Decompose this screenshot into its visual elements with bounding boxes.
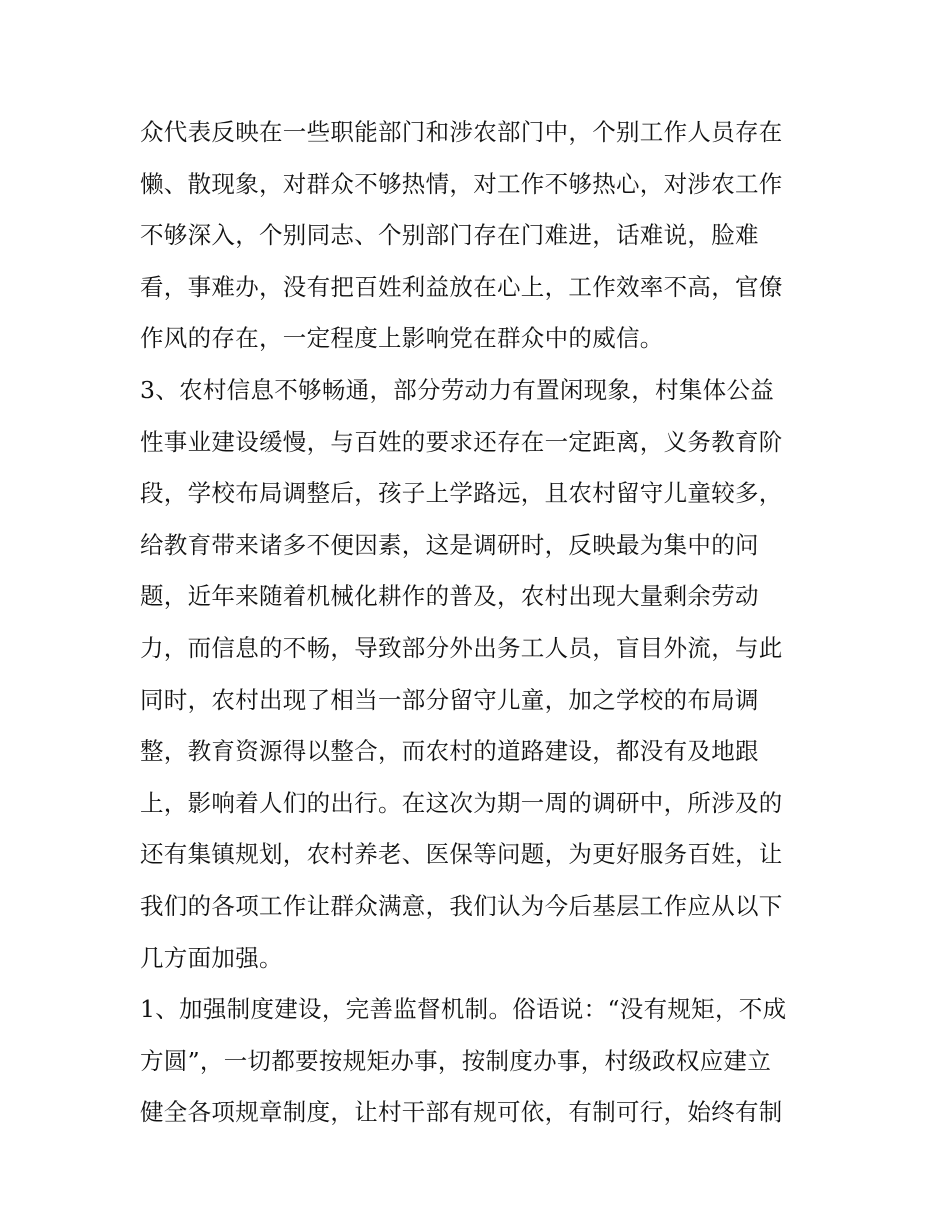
text-line: 整，教育资源得以整合，而农村的道路建设，都没有及地跟	[140, 737, 759, 766]
text-line: 看，事难办，没有把百姓利益放在心上，工作效率不高，官僚	[140, 272, 783, 301]
text-line: 几方面加强。	[140, 943, 283, 972]
text-line: 段，学校布局调整后，孩子上学路远，且农村留守儿童较多，	[140, 479, 783, 508]
text-line: 上，影响着人们的出行。在这次为期一周的调研中，所涉及的	[140, 788, 783, 817]
text-line: 我们的各项工作让群众满意，我们认为今后基层工作应从以下	[140, 891, 783, 920]
text-line: 力，而信息的不畅，导致部分外出务工人员，盲目外流，与此	[140, 633, 783, 662]
paragraph-3	[140, 984, 820, 1139]
text-line: 不够深入，个别同志、个别部门存在门难进，话难说，脸难	[140, 221, 759, 250]
text-line: 题，近年来随着机械化耕作的普及，农村出现大量剩余劳动	[140, 582, 759, 611]
text-line: 众代表反映在一些职能部门和涉农部门中，个别工作人员存在	[140, 118, 783, 146]
text-line: 还有集镇规划，农村养老、医保等问题，为更好服务百姓，让	[140, 840, 783, 869]
text-line: 方圆”，一切都要按规矩办事，按制度办事，村级政权应建立	[140, 1046, 772, 1075]
text-line: 给教育带来诸多不便因素，这是调研时，反映最为集中的问	[140, 530, 759, 559]
paragraph-2	[140, 365, 820, 984]
text-line: 1、加强制度建设，完善监督机制。俗语说：“没有规矩，不成	[140, 995, 787, 1024]
text-line: 性事业建设缓慢，与百姓的要求还存在一定距离，义务教育阶	[140, 427, 783, 456]
text-line: 懒、散现象，对群众不够热情，对工作不够热心，对涉农工作	[140, 169, 783, 198]
body-text	[140, 107, 820, 1139]
text-line: 作风的存在，一定程度上影响党在群众中的威信。	[140, 324, 664, 353]
text-line: 3、农村信息不够畅通，部分劳动力有置闲现象，村集体公益	[140, 375, 775, 404]
text-line: 同时，农村出现了相当一部分留守儿童，加之学校的布局调	[140, 685, 759, 714]
text-line: 健全各项规章制度，让村干部有规可依，有制可行，始终有制	[140, 1098, 783, 1127]
paragraph-1	[140, 107, 820, 365]
